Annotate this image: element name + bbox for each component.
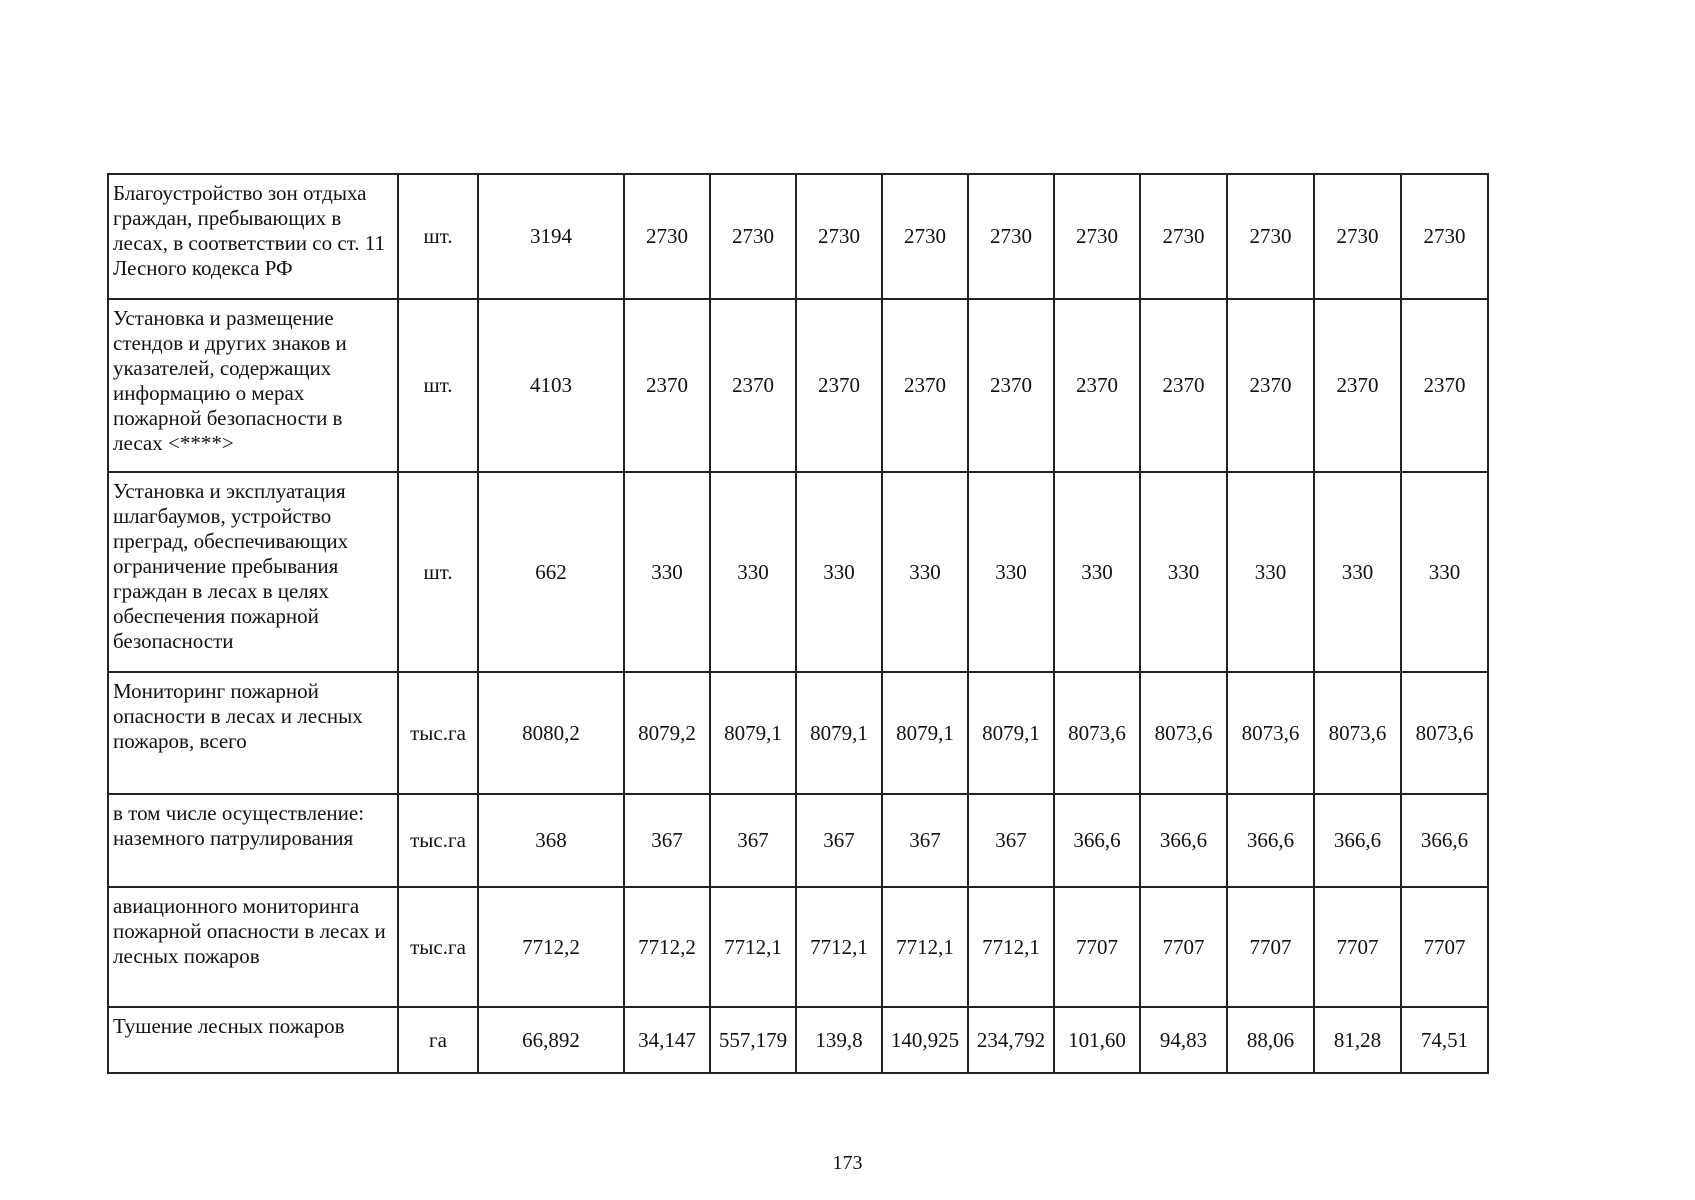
table-cell: 2730: [1227, 174, 1314, 299]
row-name: Благоустройство зон отдыха граждан, пребывающих в лесах, в соответствии со ст. 11 Лесного кодекса РФ: [108, 174, 398, 299]
row-unit: га: [398, 1007, 478, 1073]
table-cell: 8079,1: [710, 672, 796, 794]
row-unit: шт.: [398, 472, 478, 672]
fire-safety-measures-table: [107, 173, 1489, 1074]
row-name: Установка и эксплуатация шлагбаумов, устройство преград, обеспечивающих ограничение пребывания граждан в лесах в целях обеспечения пожарной безопасности: [108, 472, 398, 672]
table-cell: 88,06: [1227, 1007, 1314, 1073]
table-cell: 330: [1227, 472, 1314, 672]
table-cell: 367: [968, 794, 1054, 887]
table-cell: 2370: [710, 299, 796, 472]
table-cell: 330: [1401, 472, 1488, 672]
table-cell: 8079,1: [796, 672, 882, 794]
table-cell: 2730: [1314, 174, 1401, 299]
row-name: в том числе осуществление: наземного патрулирования: [108, 794, 398, 887]
table-cell: 94,83: [1140, 1007, 1227, 1073]
table-cell: 2370: [624, 299, 710, 472]
table-cell: 7712,2: [478, 887, 624, 1007]
table-cell: 7707: [1054, 887, 1140, 1007]
table-cell: 4103: [478, 299, 624, 472]
table-row: [108, 299, 1488, 472]
table-cell: 8073,6: [1401, 672, 1488, 794]
row-unit: шт.: [398, 299, 478, 472]
table-cell: 3194: [478, 174, 624, 299]
table-cell: 7712,1: [796, 887, 882, 1007]
table-cell: 8073,6: [1140, 672, 1227, 794]
table-cell: 34,147: [624, 1007, 710, 1073]
table-cell: 101,60: [1054, 1007, 1140, 1073]
table-cell: 74,51: [1401, 1007, 1488, 1073]
table-cell: 81,28: [1314, 1007, 1401, 1073]
table-cell: 330: [1054, 472, 1140, 672]
table-cell: 7712,1: [882, 887, 968, 1007]
table-cell: 366,6: [1054, 794, 1140, 887]
table-cell: 2370: [1054, 299, 1140, 472]
table-cell: 8079,1: [968, 672, 1054, 794]
table-cell: 66,892: [478, 1007, 624, 1073]
table-cell: 367: [796, 794, 882, 887]
table-cell: 8079,2: [624, 672, 710, 794]
table-cell: 330: [796, 472, 882, 672]
table-cell: 2370: [796, 299, 882, 472]
table-cell: 2730: [1401, 174, 1488, 299]
table-cell: 2370: [968, 299, 1054, 472]
table-row: [108, 174, 1488, 299]
row-name: авиационного мониторинга пожарной опасности в лесах и лесных пожаров: [108, 887, 398, 1007]
row-unit: тыс.га: [398, 794, 478, 887]
table-cell: 8080,2: [478, 672, 624, 794]
table-cell: 330: [1314, 472, 1401, 672]
table-row: [108, 794, 1488, 887]
table-cell: 139,8: [796, 1007, 882, 1073]
table-cell: 2730: [624, 174, 710, 299]
table-cell: 330: [624, 472, 710, 672]
table-row: [108, 672, 1488, 794]
table-cell: 2370: [1314, 299, 1401, 472]
table-cell: 2370: [882, 299, 968, 472]
table-cell: 7712,1: [710, 887, 796, 1007]
table-cell: 557,179: [710, 1007, 796, 1073]
table-row: [108, 1007, 1488, 1073]
table-cell: 366,6: [1401, 794, 1488, 887]
table-cell: 2370: [1140, 299, 1227, 472]
table-cell: 330: [968, 472, 1054, 672]
table-cell: 367: [710, 794, 796, 887]
row-unit: тыс.га: [398, 672, 478, 794]
table-cell: 368: [478, 794, 624, 887]
table-cell: 7712,2: [624, 887, 710, 1007]
table-row: [108, 887, 1488, 1007]
table-cell: 8079,1: [882, 672, 968, 794]
table-cell: 662: [478, 472, 624, 672]
table-cell: 2730: [882, 174, 968, 299]
table-cell: 2730: [796, 174, 882, 299]
table-cell: 2730: [1054, 174, 1140, 299]
table-cell: 330: [710, 472, 796, 672]
table-cell: 140,925: [882, 1007, 968, 1073]
table-cell: 234,792: [968, 1007, 1054, 1073]
table-cell: 2370: [1401, 299, 1488, 472]
table-cell: 7712,1: [968, 887, 1054, 1007]
table-row: [108, 472, 1488, 672]
table-cell: 2730: [1140, 174, 1227, 299]
page-number: 173: [832, 1152, 863, 1174]
table-cell: 367: [624, 794, 710, 887]
table-cell: 2370: [1227, 299, 1314, 472]
table-cell: 330: [1140, 472, 1227, 672]
row-unit: шт.: [398, 174, 478, 299]
row-unit: тыс.га: [398, 887, 478, 1007]
table-cell: 2730: [710, 174, 796, 299]
table-cell: 7707: [1227, 887, 1314, 1007]
table-cell: 367: [882, 794, 968, 887]
table-cell: 7707: [1140, 887, 1227, 1007]
row-name: Тушение лесных пожаров: [108, 1007, 398, 1073]
table-cell: 366,6: [1140, 794, 1227, 887]
table-cell: 8073,6: [1227, 672, 1314, 794]
table-cell: 366,6: [1227, 794, 1314, 887]
table-cell: 7707: [1401, 887, 1488, 1007]
table-cell: 7707: [1314, 887, 1401, 1007]
table-cell: 366,6: [1314, 794, 1401, 887]
table-cell: 330: [882, 472, 968, 672]
table-cell: 2730: [968, 174, 1054, 299]
table-cell: 8073,6: [1314, 672, 1401, 794]
row-name: Установка и размещение стендов и других знаков и указателей, содержащих информацию о мерах пожарной безопасности в лесах <****>: [108, 299, 398, 472]
table-cell: 8073,6: [1054, 672, 1140, 794]
row-name: Мониторинг пожарной опасности в лесах и лесных пожаров, всего: [108, 672, 398, 794]
